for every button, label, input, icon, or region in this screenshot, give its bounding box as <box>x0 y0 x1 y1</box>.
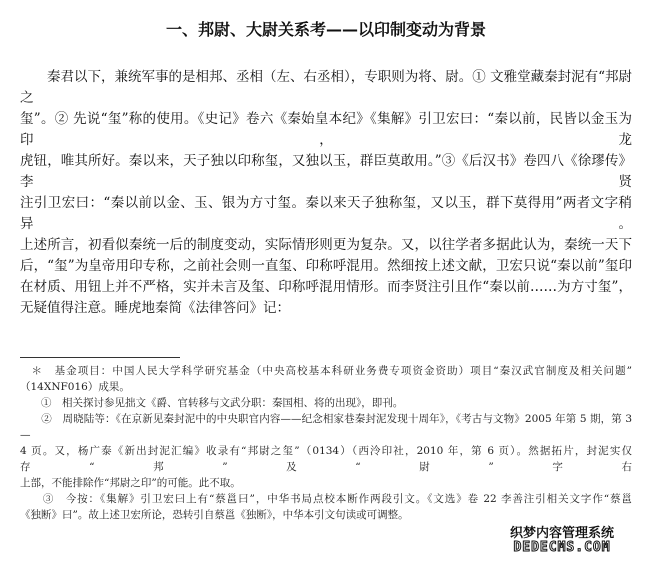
footnote-line: 《独断》曰”。故上述卫宏所论，恐转引自蔡邕《独断》，中华本引文句读或可调整。 <box>20 509 409 521</box>
footnote-line: ③ 今按：《集解》引卫宏曰上有“蔡邕曰”，中华书局点校本断作两段引文。《文选》卷 22 李善注引相关文字作“蔡邕 <box>20 493 632 505</box>
body-line: 秦君以下，兼统军事的是相邦、丞相（左、右丞相），专职则为将、尉。① 文雅堂藏秦封泥有“邦尉之 <box>20 69 632 106</box>
watermark-logo <box>492 527 632 555</box>
footnote-line: 上部，不能排除作“邦尉之印”的可能。此不取。 <box>20 477 241 489</box>
body-line: 玺”。② 先说“玺”称的使用。《史记》卷六《秦始皇本纪》《集解》引卫宏曰：“秦以前，民皆以金玉为印，龙 <box>20 111 632 148</box>
footnote-line: ① 相关探讨参见拙文《爵、官转移与文武分职：秦国相、将的出现》，即刊。 <box>20 397 404 409</box>
watermark-line2: DEDECMS.COM <box>513 540 611 555</box>
body-line: 在材质、用钮上并不严格，实并未言及玺、印称呼混用情形。而李贤注引且作“秦以前……为方寸玺”， <box>20 279 632 295</box>
footnote-line: （14XNF016）成果。 <box>20 381 130 393</box>
watermark-line1: 织梦内容管理系统 <box>509 526 614 541</box>
body-line: 无疑值得注意。睡虎地秦简《法律答问》记： <box>20 300 290 316</box>
document-page <box>20 0 632 561</box>
body-text <box>20 67 632 319</box>
body-line: 注引卫宏曰：“秦以前以金、玉、银为方寸玺。秦以来天子独称玺，又以玉，群下莫得用”两者文字稍异。 <box>20 195 632 232</box>
section-title: 一、邦尉、大尉关系考——以印制变动为背景 <box>165 20 486 39</box>
footnote-line: 4 页。又，杨广泰《新出封泥汇编》收录有“邦尉之玺”（0134）（西泠印社，2010 年，第 6 页）。然据拓片，封泥实仅存“邦”及“尉”字右 <box>20 445 632 473</box>
footnotes <box>20 363 632 523</box>
body-line: 上述所言，初看似秦统一后的制度变动，实际情形则更为复杂。又，以往学者多据此认为，秦统一天下 <box>20 237 632 253</box>
footnote-line: ＊ 基金项目：中国人民大学科学研究基金（中央高校基本科研业务费专项资金资助）项目“秦汉武官制度及相关问题” <box>20 365 632 377</box>
body-line: 后，“玺”为皇帝用印专称，之前社会则一直玺、印称呼混用。然细按上述文献，卫宏只说“秦以前”玺印 <box>20 258 632 274</box>
body-line: 虎钮，唯其所好。秦以来，天子独以印称玺，又独以玉，群臣莫敢用。”③《后汉书》卷四八《徐璆传》李贤 <box>20 153 632 190</box>
footnote-line: ② 周晓陆等：《在京新见秦封泥中的中央职官内容——纪念相家巷秦封泥发现十周年》，《考古与文物》2005 年第 5 期，第 3— <box>20 413 632 441</box>
footnote-separator <box>20 357 180 358</box>
